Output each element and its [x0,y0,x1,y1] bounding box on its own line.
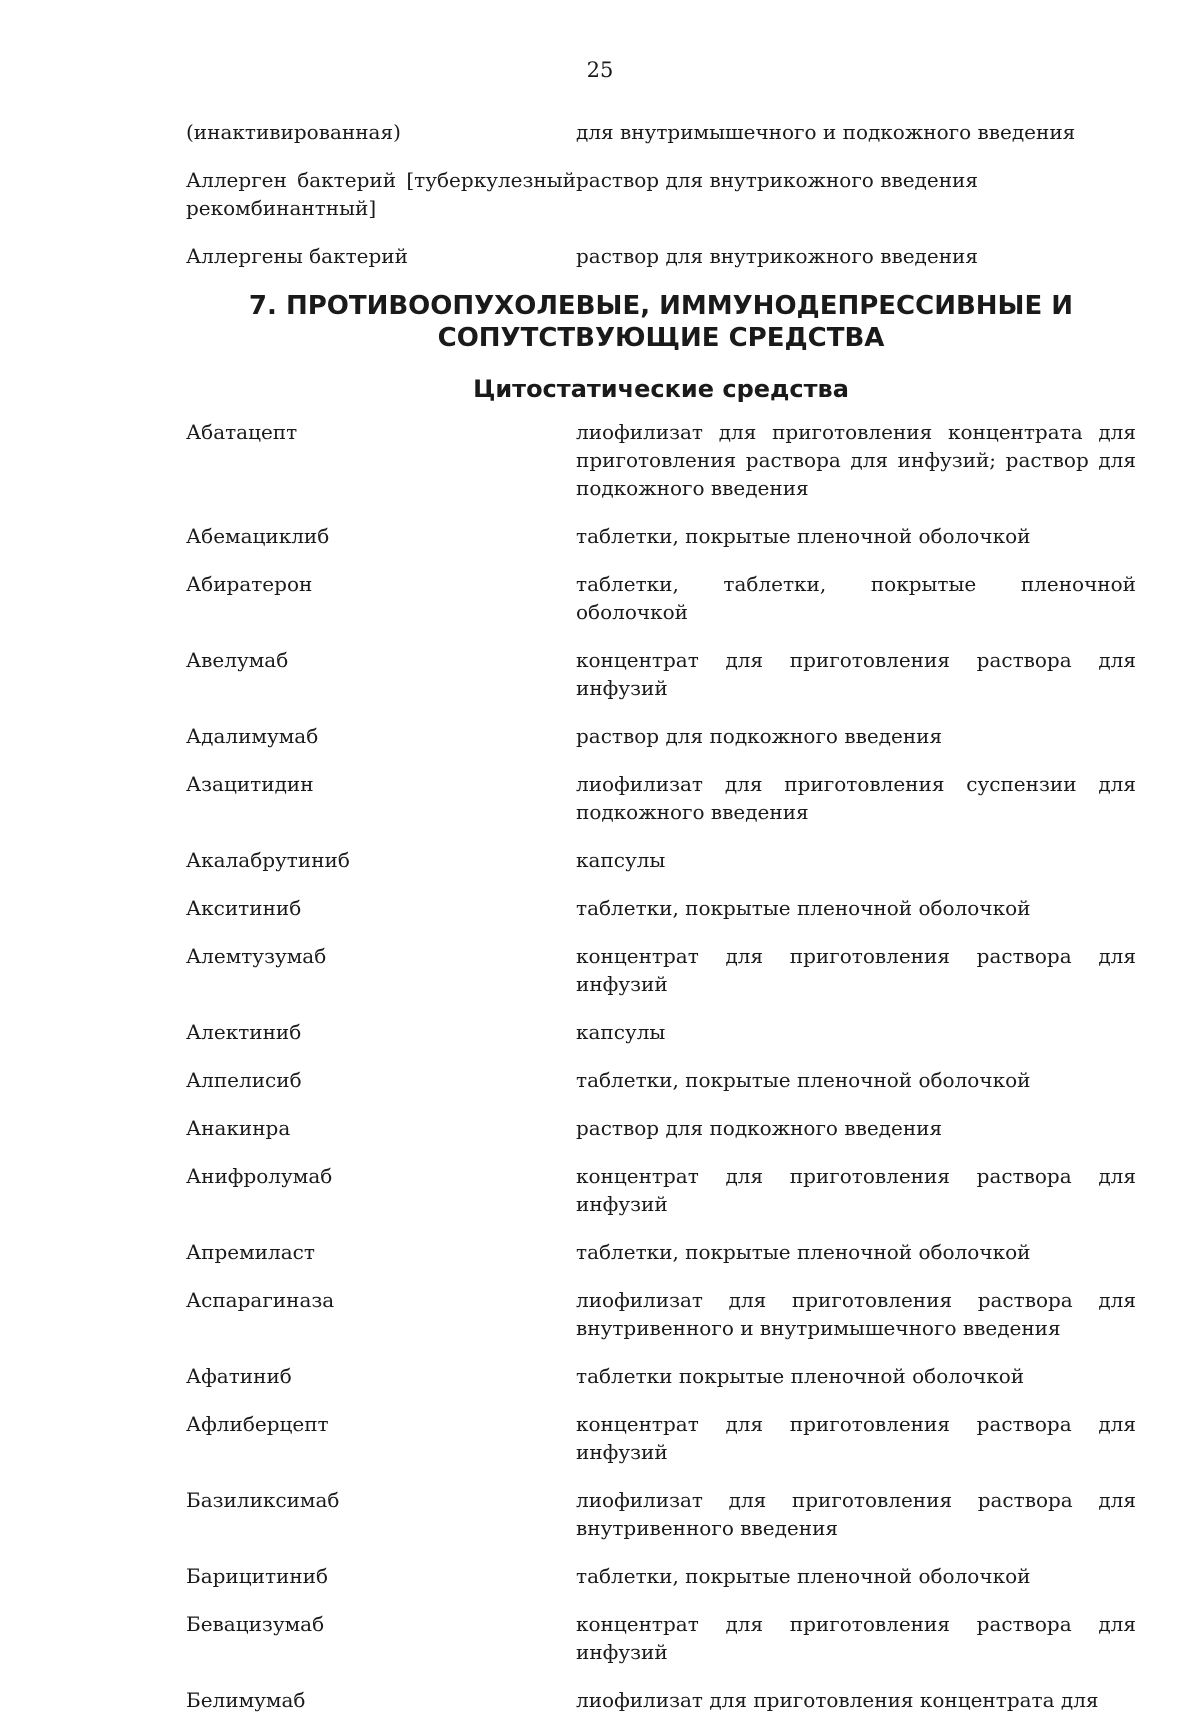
drug-name: Апремиласт [186,1240,315,1264]
drug-name: Бевацизумаб [186,1612,325,1636]
dosage-form: таблетки, покрытые пленочной оболочкой [576,896,1031,920]
dosage-form: для внутримышечного и подкожного введения [576,120,1076,144]
drug-row [186,1286,1136,1342]
dosage-form: капсулы [576,1020,666,1044]
drug-row [186,1410,1136,1466]
dosage-form: концентрат для приготовления раствора для инфузий [576,944,1136,996]
document-body [186,118,1136,1734]
drug-row [186,166,1136,222]
drug-name: Абиратерон [186,572,313,596]
drug-name: Афатиниб [186,1364,292,1388]
drug-name: Абемациклиб [186,524,330,548]
drug-name: Белимумаб [186,1688,306,1712]
dosage-form: таблетки, покрытые пленочной оболочкой [576,1240,1031,1264]
dosage-form: лиофилизат для приготовления суспензии для подкожного введения [576,772,1136,824]
dosage-form: лиофилизат для приготовления раствора для внутривенного введения [576,1488,1136,1540]
drug-row [186,1610,1136,1666]
drug-name: Алектиниб [186,1020,302,1044]
dosage-form: раствор для подкожного введения [576,1116,943,1140]
drug-name: Аллерген бактерий [туберкулезный рекомбинантный] [186,168,576,220]
drug-row [186,894,1136,922]
drug-row [186,1562,1136,1590]
dosage-form: концентрат для приготовления раствора для инфузий [576,1612,1136,1664]
drug-name: Анакинра [186,1116,291,1140]
drug-name: Авелумаб [186,648,289,672]
section-title-line: СОПУТСТВУЮЩИЕ СРЕДСТВА [437,323,885,353]
top-rows-list [186,118,1136,270]
drug-row [186,1238,1136,1266]
drug-row [186,1162,1136,1218]
drug-row [186,242,1136,270]
drug-name: Алемтузумаб [186,944,327,968]
drug-row [186,646,1136,702]
drug-name: Анифролумаб [186,1164,333,1188]
dosage-form: лиофилизат для приготовления раствора для внутривенного и внутримышечного введения [576,1288,1136,1340]
dosage-form: таблетки покрытые пленочной оболочкой [576,1364,1025,1388]
dosage-form: концентрат для приготовления раствора для инфузий [576,648,1136,700]
dosage-form: лиофилизат для приготовления концентрата для приготовления раствора для инфузий; раствор для подкожного введения [576,420,1136,500]
dosage-form: таблетки, покрытые пленочной оболочкой [576,1068,1031,1092]
dosage-form: лиофилизат для приготовления концентрата для [576,1688,1099,1712]
drug-row [186,1066,1136,1094]
drug-name: Алпелисиб [186,1068,302,1092]
drug-name: Адалимумаб [186,724,319,748]
section-title [186,290,1136,354]
dosage-form: концентрат для приготовления раствора для инфузий [576,1164,1136,1216]
drug-name: (инактивированная) [186,120,401,144]
dosage-form: концентрат для приготовления раствора для инфузий [576,1412,1136,1464]
drug-name: Базиликсимаб [186,1488,340,1512]
drug-row [186,942,1136,998]
dosage-form: таблетки, покрытые пленочной оболочкой [576,524,1031,548]
drug-name: Азацитидин [186,772,314,796]
drug-row [186,1018,1136,1046]
drug-row [186,418,1136,502]
drug-name: Аспарагиназа [186,1288,335,1312]
drug-row [186,1486,1136,1542]
drug-name: Акситиниб [186,896,302,920]
drug-list [186,418,1136,1714]
drug-name: Барицитиниб [186,1564,329,1588]
dosage-form: таблетки, покрытые пленочной оболочкой [576,1564,1031,1588]
dosage-form: раствор для внутрикожного введения [576,244,978,268]
dosage-form: раствор для подкожного введения [576,724,943,748]
drug-name: Абатацепт [186,420,298,444]
drug-row [186,570,1136,626]
section-title-line: 7. ПРОТИВООПУХОЛЕВЫЕ, ИММУНОДЕПРЕССИВНЫЕ И [248,291,1074,321]
dosage-form: капсулы [576,848,666,872]
subsection-title: Цитостатические средства [473,375,849,403]
drug-row [186,1114,1136,1142]
drug-name: Афлиберцепт [186,1412,329,1436]
dosage-form: раствор для внутрикожного введения [576,168,978,192]
drug-row [186,1686,1136,1714]
drug-row [186,118,1136,146]
drug-row [186,522,1136,550]
dosage-form: таблетки, таблетки, покрытые пленочной оболочкой [576,572,1136,624]
page-number: 25 [586,58,614,82]
drug-name: Акалабрутиниб [186,848,350,872]
drug-row [186,1362,1136,1390]
drug-row [186,722,1136,750]
drug-name: Аллергены бактерий [186,244,408,268]
drug-row [186,846,1136,874]
drug-row [186,770,1136,826]
